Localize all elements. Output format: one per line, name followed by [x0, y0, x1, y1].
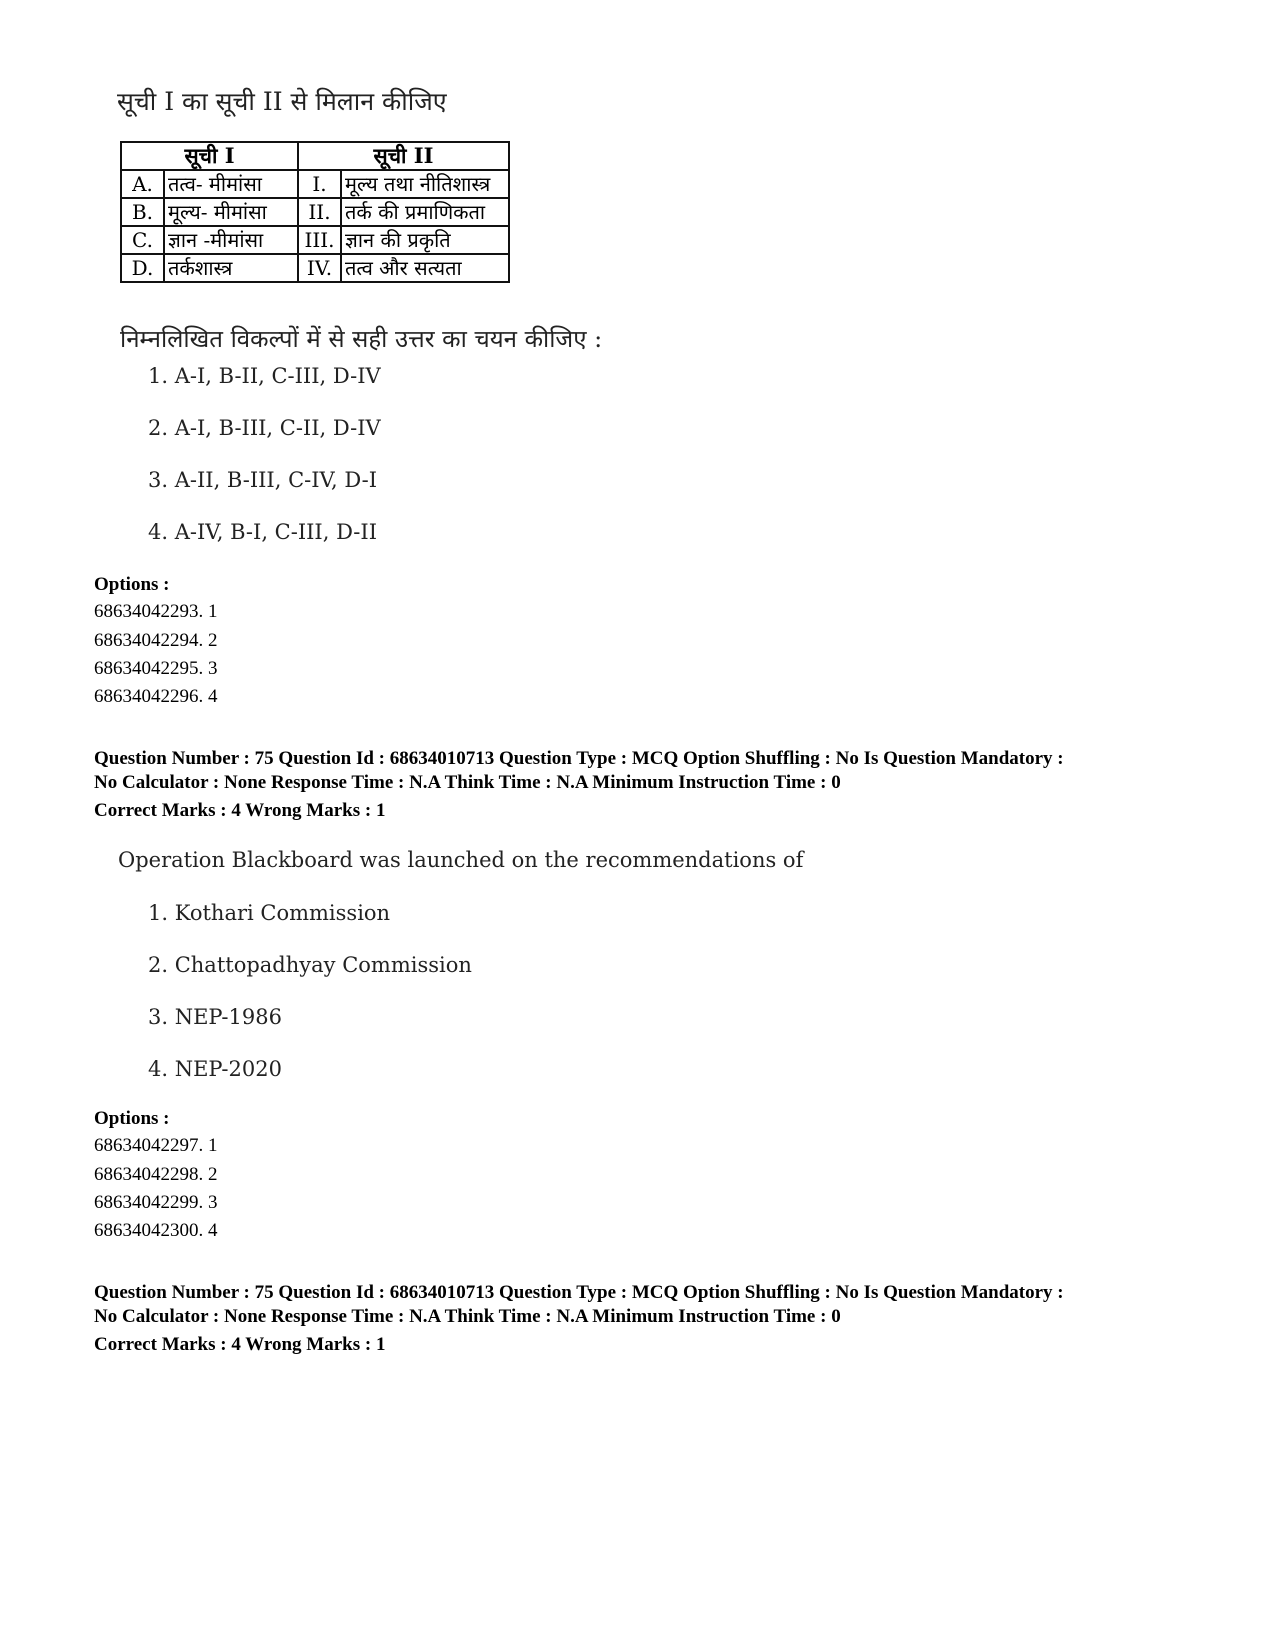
row-key-2: IV.	[298, 254, 341, 282]
option-line: 68634042296. 4	[94, 686, 218, 707]
table-row	[121, 170, 509, 198]
option-line: 68634042293. 1	[94, 601, 218, 622]
row-value-1: तर्कशास्त्र	[164, 254, 298, 282]
row-key-2: I.	[298, 170, 341, 198]
choice-3: 3. NEP-1986	[148, 1005, 282, 1029]
choice-2: 2. Chattopadhyay Commission	[148, 953, 472, 977]
match-table	[120, 141, 510, 283]
option-line: 68634042299. 3	[94, 1192, 218, 1213]
row-value-1: ज्ञान -मीमांसा	[164, 226, 298, 254]
row-key-1: D.	[121, 254, 164, 282]
row-value-1: तत्व- मीमांसा	[164, 170, 298, 198]
row-value-2: मूल्य तथा नीतिशास्त्र	[341, 170, 509, 198]
choice-1: 1. Kothari Commission	[148, 901, 391, 925]
row-value-2: ज्ञान की प्रकृति	[341, 226, 509, 254]
row-key-1: A.	[121, 170, 164, 198]
question-meta-line-2: No Calculator : None Response Time : N.A Think Time : N.A Minimum Instruction Time : 0	[94, 1306, 841, 1327]
choice-2: 2. A-I, B-III, C-II, D-IV	[148, 416, 381, 440]
question-meta-line-1: Question Number : 75 Question Id : 68634010713 Question Type : MCQ Option Shuffling : No Is Question Mandatory :	[94, 1282, 1064, 1303]
option-line: 68634042295. 3	[94, 658, 218, 679]
list-2-header: सूची II	[298, 142, 509, 170]
row-key-1: C.	[121, 226, 164, 254]
row-value-2: तत्व और सत्यता	[341, 254, 509, 282]
choice-4: 4. A-IV, B-I, C-III, D-II	[148, 520, 377, 544]
choice-1: 1. A-I, B-II, C-III, D-IV	[148, 364, 381, 388]
option-line: 68634042300. 4	[94, 1220, 218, 1241]
table-header-row	[121, 142, 509, 170]
row-key-2: II.	[298, 198, 341, 226]
options-label: Options :	[94, 574, 170, 595]
table-row	[121, 198, 509, 226]
row-key-2: III.	[298, 226, 341, 254]
question-meta-line-1: Question Number : 75 Question Id : 68634010713 Question Type : MCQ Option Shuffling : No Is Question Mandatory :	[94, 748, 1064, 769]
question-2-title: Operation Blackboard was launched on the recommendations of	[118, 848, 804, 872]
choice-3: 3. A-II, B-III, C-IV, D-I	[148, 468, 377, 492]
table-row	[121, 226, 509, 254]
options-label: Options :	[94, 1108, 170, 1129]
option-line: 68634042294. 2	[94, 630, 218, 651]
option-line: 68634042297. 1	[94, 1135, 218, 1156]
row-value-2: तर्क की प्रमाणिकता	[341, 198, 509, 226]
question-marks: Correct Marks : 4 Wrong Marks : 1	[94, 800, 386, 821]
question-1-title: सूची I का सूची II से मिलान कीजिए	[117, 87, 447, 116]
question-marks: Correct Marks : 4 Wrong Marks : 1	[94, 1334, 386, 1355]
choice-4: 4. NEP-2020	[148, 1057, 282, 1081]
row-value-1: मूल्य- मीमांसा	[164, 198, 298, 226]
row-key-1: B.	[121, 198, 164, 226]
list-1-header: सूची I	[121, 142, 298, 170]
table-row	[121, 254, 509, 282]
question-meta-line-2: No Calculator : None Response Time : N.A Think Time : N.A Minimum Instruction Time : 0	[94, 772, 841, 793]
question-meta	[94, 1281, 1214, 1357]
question-meta	[94, 747, 1214, 823]
question-1-prompt: निम्नलिखित विकल्पों में से सही उत्तर का चयन कीजिए :	[120, 325, 603, 353]
option-line: 68634042298. 2	[94, 1164, 218, 1185]
